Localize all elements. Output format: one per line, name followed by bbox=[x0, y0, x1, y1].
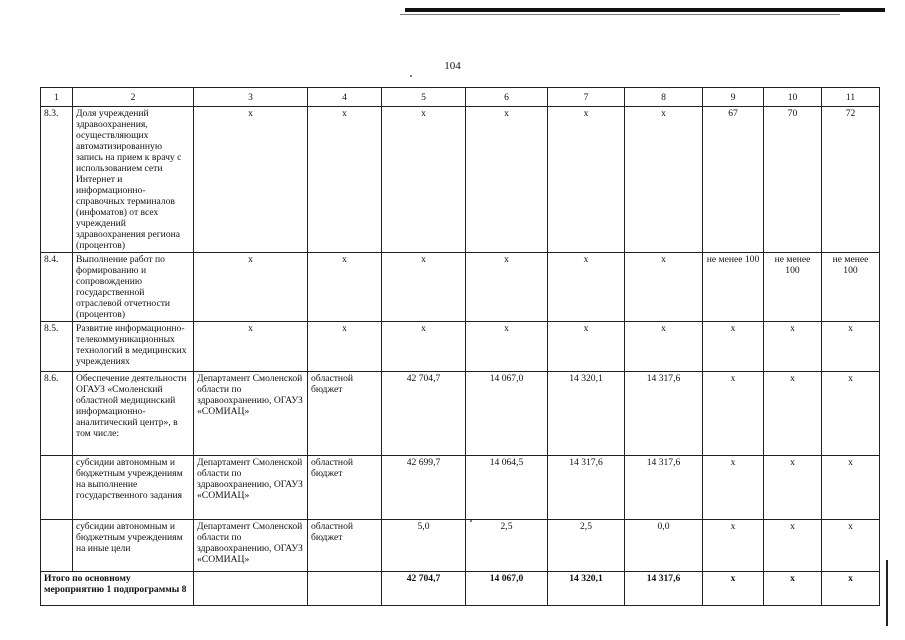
indicator-year2-cell: х bbox=[764, 456, 822, 520]
executor-cell: х bbox=[194, 253, 308, 322]
table-total-row bbox=[41, 572, 880, 606]
indicator-year3-cell: х bbox=[822, 456, 880, 520]
header-cell: 5 bbox=[382, 88, 466, 107]
value-total-cell: 5,0 bbox=[382, 520, 466, 572]
indicator-year2-cell: х bbox=[764, 372, 822, 456]
value-total-cell: 42 699,7 bbox=[382, 456, 466, 520]
indicator-year1-cell: 67 bbox=[703, 107, 764, 253]
executor-cell: х bbox=[194, 107, 308, 253]
value-year3-cell: х bbox=[625, 107, 703, 253]
executor-cell: Департамент Смоленской области по здравоохранению, ОГАУЗ «СОМИАЦ» bbox=[194, 456, 308, 520]
row-number: 8.4. bbox=[41, 253, 73, 322]
scan-edge-mark bbox=[886, 560, 888, 626]
empty-cell bbox=[194, 572, 308, 606]
total-indicator-cell: х bbox=[703, 572, 764, 606]
top-border-line bbox=[405, 8, 885, 12]
table-row bbox=[41, 253, 880, 322]
value-year2-cell: 2,5 bbox=[548, 520, 625, 572]
row-name: субсидии автономным и бюджетным учреждениям на иные цели bbox=[73, 520, 194, 572]
value-year1-cell: 14 067,0 bbox=[466, 372, 548, 456]
indicator-year1-cell: х bbox=[703, 322, 764, 372]
indicator-year3-cell: 72 bbox=[822, 107, 880, 253]
row-number bbox=[41, 456, 73, 520]
value-year1-cell: х bbox=[466, 107, 548, 253]
budget-table bbox=[40, 87, 880, 606]
value-year3-cell: 14 317,6 bbox=[625, 372, 703, 456]
header-cell: 7 bbox=[548, 88, 625, 107]
header-cell: 10 bbox=[764, 88, 822, 107]
value-year1-cell: х bbox=[466, 253, 548, 322]
value-total-cell: х bbox=[382, 322, 466, 372]
scan-speck bbox=[410, 75, 412, 77]
header-cell: 6 bbox=[466, 88, 548, 107]
indicator-year1-cell: х bbox=[703, 456, 764, 520]
source-cell: х bbox=[308, 253, 382, 322]
header-cell: 1 bbox=[41, 88, 73, 107]
source-cell: х bbox=[308, 322, 382, 372]
value-year3-cell: х bbox=[625, 253, 703, 322]
value-total-cell: х bbox=[382, 253, 466, 322]
row-name: Выполнение работ по формированию и сопровождению государственной отраслевой отчетности (процентов) bbox=[73, 253, 194, 322]
indicator-year3-cell: х bbox=[822, 372, 880, 456]
value-year3-cell: х bbox=[625, 322, 703, 372]
header-cell: 9 bbox=[703, 88, 764, 107]
table-header-row bbox=[41, 88, 880, 107]
indicator-year3-cell: х bbox=[822, 322, 880, 372]
executor-cell: х bbox=[194, 322, 308, 372]
total-value-cell: 14 320,1 bbox=[548, 572, 625, 606]
row-name: Обеспечение деятельности ОГАУЗ «Смоленский областной медицинский информационно-аналитический центр», в том числе: bbox=[73, 372, 194, 456]
source-cell: областной бюджет bbox=[308, 456, 382, 520]
table-row bbox=[41, 322, 880, 372]
top-thin-line bbox=[400, 14, 840, 15]
value-total-cell: х bbox=[382, 107, 466, 253]
table-row bbox=[41, 456, 880, 520]
header-cell: 4 bbox=[308, 88, 382, 107]
row-name: Развитие информационно-телекоммуникационных технологий в медицинских учреждениях bbox=[73, 322, 194, 372]
total-indicator-cell: х bbox=[822, 572, 880, 606]
row-number: 8.5. bbox=[41, 322, 73, 372]
value-year2-cell: х bbox=[548, 253, 625, 322]
value-year2-cell: 14 317,6 bbox=[548, 456, 625, 520]
row-number: 8.3. bbox=[41, 107, 73, 253]
source-cell: х bbox=[308, 107, 382, 253]
indicator-year1-cell: не менее 100 bbox=[703, 253, 764, 322]
value-year2-cell: 14 320,1 bbox=[548, 372, 625, 456]
executor-cell: Департамент Смоленской области по здравоохранению, ОГАУЗ «СОМИАЦ» bbox=[194, 520, 308, 572]
empty-cell bbox=[308, 572, 382, 606]
header-cell: 2 bbox=[73, 88, 194, 107]
source-cell: областной бюджет bbox=[308, 372, 382, 456]
table-row bbox=[41, 520, 880, 572]
header-cell: 8 bbox=[625, 88, 703, 107]
page-number: 104 bbox=[444, 60, 461, 72]
header-cell: 11 bbox=[822, 88, 880, 107]
row-number: 8.6. bbox=[41, 372, 73, 456]
indicator-year2-cell: х bbox=[764, 520, 822, 572]
value-year3-cell: 14 317,6 bbox=[625, 456, 703, 520]
total-indicator-cell: х bbox=[764, 572, 822, 606]
value-year1-cell: 14 064,5 bbox=[466, 456, 548, 520]
value-total-cell: 42 704,7 bbox=[382, 372, 466, 456]
total-value-cell: 14 317,6 bbox=[625, 572, 703, 606]
value-year2-cell: х bbox=[548, 107, 625, 253]
indicator-year2-cell: х bbox=[764, 322, 822, 372]
table-row bbox=[41, 372, 880, 456]
indicator-year2-cell: не менее 100 bbox=[764, 253, 822, 322]
indicator-year3-cell: х bbox=[822, 520, 880, 572]
source-cell: областной бюджет bbox=[308, 520, 382, 572]
value-year3-cell: 0,0 bbox=[625, 520, 703, 572]
table-row bbox=[41, 107, 880, 253]
indicator-year1-cell: х bbox=[703, 372, 764, 456]
value-year1-cell: х bbox=[466, 322, 548, 372]
value-year1-cell: 2,5 bbox=[466, 520, 548, 572]
row-name: субсидии автономным и бюджетным учреждениям на выполнение государственного задания bbox=[73, 456, 194, 520]
executor-cell: Департамент Смоленской области по здравоохранению, ОГАУЗ «СОМИАЦ» bbox=[194, 372, 308, 456]
indicator-year3-cell: не менее 100 bbox=[822, 253, 880, 322]
row-name: Доля учреждений здравоохранения, осуществляющих автоматизированную запись на прием к врачу с использованием сети Интернет и информационно-справочных терминалов (инфоматов) от всех учреждений здравоохранения региона (процентов) bbox=[73, 107, 194, 253]
indicator-year2-cell: 70 bbox=[764, 107, 822, 253]
row-number bbox=[41, 520, 73, 572]
indicator-year1-cell: х bbox=[703, 520, 764, 572]
total-value-cell: 42 704,7 bbox=[382, 572, 466, 606]
header-cell: 3 bbox=[194, 88, 308, 107]
total-value-cell: 14 067,0 bbox=[466, 572, 548, 606]
value-year2-cell: х bbox=[548, 322, 625, 372]
total-label: Итого по основному мероприятию 1 подпрограммы 8 bbox=[41, 572, 194, 606]
